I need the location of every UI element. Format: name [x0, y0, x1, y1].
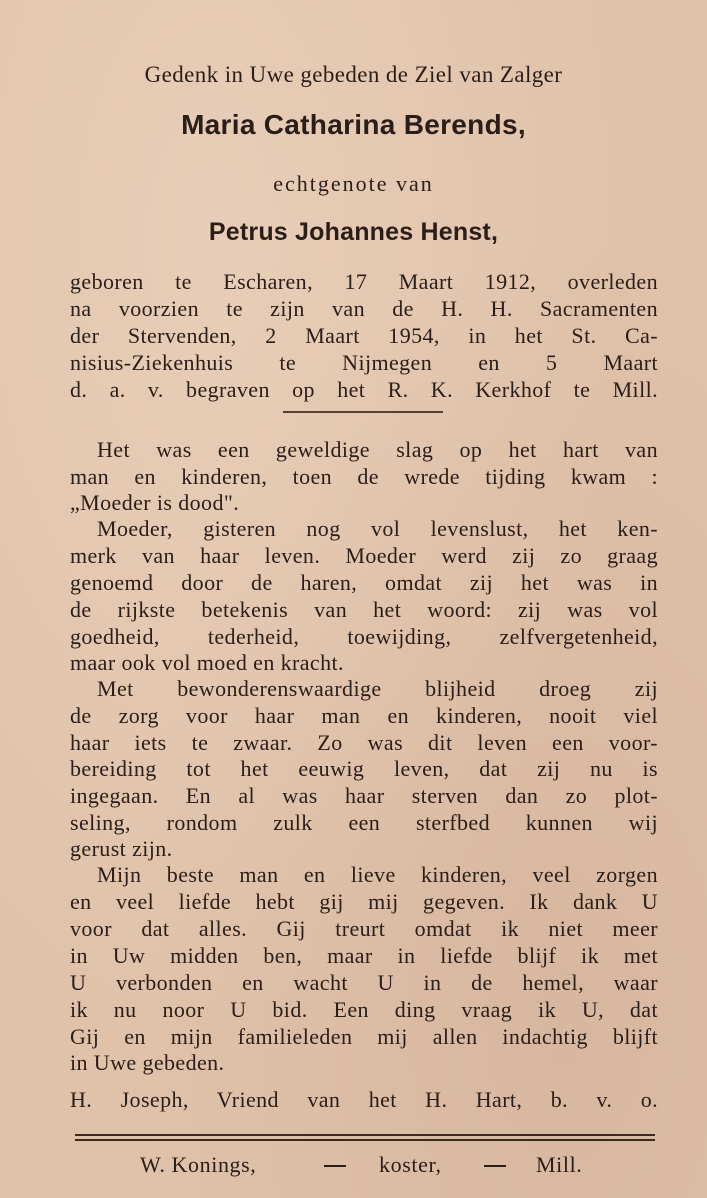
body-line: ingegaan. En al was haar sterven dan zo plot-: [70, 783, 658, 808]
body-line: Het was een geweldige slag op het hart van: [97, 437, 658, 462]
bio-line: d. a. v. begraven op het R. K. Kerkhof te Mill.: [70, 377, 658, 402]
body-line: de zorg voor haar man en kinderen, nooit viel: [70, 703, 658, 728]
body-line: Gij en mijn familieleden mij allen indachtig blijft: [70, 1024, 658, 1049]
body-line: Moeder, gisteren nog vol levenslust, het ken-: [97, 516, 658, 541]
body-line: ik nu noor U bid. Een ding vraag ik U, dat: [70, 997, 658, 1022]
body-line: in Uw midden ben, maar in liefde blijf ik met: [70, 943, 658, 968]
body-line: in Uwe gebeden.: [70, 1050, 225, 1075]
body-line: gerust zijn.: [70, 836, 173, 861]
body-line: Mijn beste man en lieve kinderen, veel zorgen: [97, 862, 658, 887]
body-line: seling, rondom zulk een sterfbed kunnen wij: [70, 810, 658, 835]
footer-dash: [484, 1165, 506, 1167]
printer-role: koster,: [379, 1152, 442, 1177]
body-line: man en kinderen, toen de wrede tijding kwam :: [70, 464, 658, 489]
body-line: „Moeder is dood".: [70, 490, 240, 515]
body-line: goedheid, tederheid, toewijding, zelfvergetenheid,: [70, 624, 658, 649]
body-line: maar ook vol moed en kracht.: [70, 650, 344, 675]
husband-name: Petrus Johannes Henst,: [208, 218, 499, 246]
invocation-line: H. Joseph, Vriend van het H. Hart, b. v. o.: [70, 1087, 658, 1112]
footer-dash: [324, 1165, 346, 1167]
body-line: Met bewonderenswaardige blijheid droeg zij: [97, 676, 658, 701]
bio-line: na voorzien te zijn van de H. H. Sacramenten: [70, 296, 658, 321]
deceased-name: Maria Catharina Berends,: [181, 109, 526, 140]
body-line: genoemd door de haren, omdat zij het was in: [70, 570, 658, 595]
body-line: U verbonden en wacht U in de hemel, waar: [70, 970, 658, 995]
footer-rule-bottom: [75, 1139, 655, 1141]
body-line: haar iets te zwaar. Zo was dit leven een voor-: [70, 730, 658, 755]
bio-line: nisius-Ziekenhuis te Nijmegen en 5 Maart: [70, 350, 658, 375]
section-divider: [283, 411, 443, 413]
footer-rule-top: [75, 1134, 655, 1136]
body-line: merk van haar leven. Moeder werd zij zo graag: [70, 543, 658, 568]
printer-place: Mill.: [536, 1152, 583, 1177]
bio-line: geboren te Escharen, 17 Maart 1912, overleden: [70, 269, 658, 294]
intro-line: Gedenk in Uwe gebeden de Ziel van Zalger: [144, 62, 563, 87]
body-line: en veel liefde hebt gij mij gegeven. Ik dank U: [70, 889, 658, 914]
bio-line: der Stervenden, 2 Maart 1954, in het St. Ca-: [70, 323, 658, 348]
printer-name: W. Konings,: [140, 1152, 257, 1177]
body-line: voor dat alles. Gij treurt omdat ik niet meer: [70, 916, 658, 941]
body-line: de rijkste betekenis van het woord: zij was vol: [70, 597, 658, 622]
relation-line: echtgenote van: [273, 171, 434, 196]
body-line: bereiding tot het eeuwig leven, dat zij nu is: [70, 756, 658, 781]
